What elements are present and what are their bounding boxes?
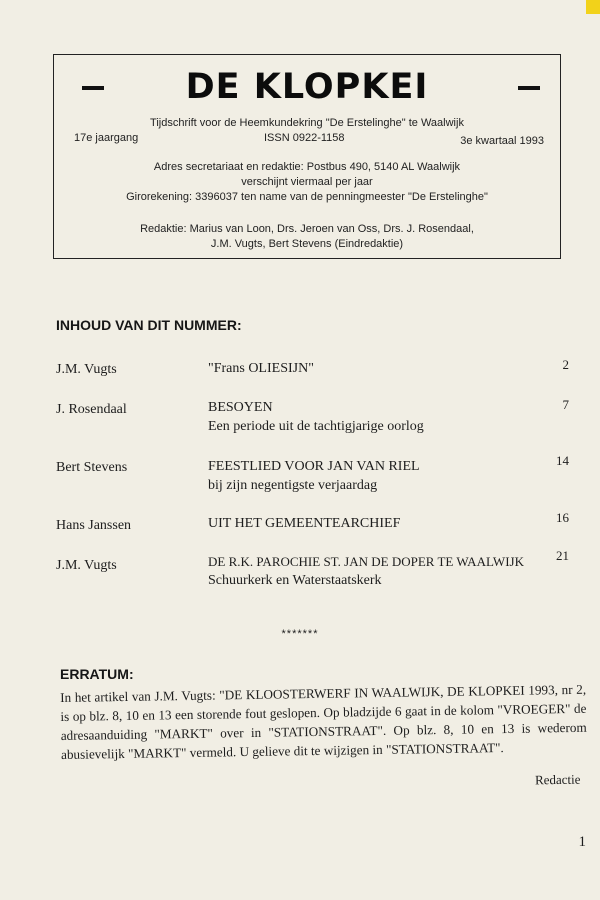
toc-title: FEESTLIED VOOR JAN VAN RIEL — [208, 459, 420, 474]
toc-subtitle: bij zijn negentigste verjaardag — [208, 478, 378, 493]
toc-page-number: 7 — [562, 397, 569, 412]
toc-title: "Frans OLIESIJN" — [208, 361, 314, 376]
volume-label: 17e jaargang — [74, 132, 139, 144]
toc-title: UIT HET GEMEENTEARCHIEF — [208, 516, 401, 531]
toc-author: J.M. Vugts — [56, 558, 117, 573]
toc-author: J. Rosendaal — [56, 402, 127, 417]
toc-page-number: 14 — [556, 453, 569, 468]
title-dash-right — [518, 86, 540, 90]
toc-page-number: 16 — [556, 510, 569, 525]
page-edge-marker — [586, 0, 600, 14]
toc-author: J.M. Vugts — [56, 362, 117, 377]
toc-title: DE R.K. PAROCHIE ST. JAN DE DOPER TE WAALWIJK — [208, 554, 524, 569]
address-line: Adres secretariaat en redaktie: Postbus 490, 5140 AL Waalwijk — [153, 161, 461, 173]
toc-author: Bert Stevens — [56, 460, 128, 475]
quarter-label: 3e kwartaal 1993 — [460, 135, 544, 147]
erratum-signature: Redactie — [534, 771, 581, 788]
masthead-box — [53, 54, 561, 259]
page-number: 1 — [578, 834, 586, 850]
frequency-line: verschijnt viermaal per jaar — [241, 176, 373, 188]
erratum-text: In het artikel van J.M. Vugts: "DE KLOOSTERWERF IN WAALWIJK, DE KLOPKEI 1993, nr 2, is op blz. 8, 10 en 13 een storende fout geslopen. Op bladzijde 6 gaat in de kolom "VROEGER" de adresaanduiding "MARKT" over in "STATIONSTRAAT". Op blz. 8, 10 en 13 is wederom abusievelijk "MARKT" vermeld. U gelieve dit te wijzigen in "STATIONSTRAAT". — [60, 681, 587, 762]
section-separator: ******* — [281, 628, 319, 640]
magazine-title: DE KLOPKEI — [185, 67, 429, 107]
toc-page-number: 2 — [562, 357, 569, 372]
editors-line-1: Redaktie: Marius van Loon, Drs. Jeroen van Oss, Drs. J. Rosendaal, — [140, 223, 474, 235]
contents-heading: INHOUD VAN DIT NUMMER: — [56, 317, 242, 333]
toc-page-number: 21 — [556, 548, 569, 563]
issn-label: ISSN 0922-1158 — [264, 132, 345, 144]
toc-author: Hans Janssen — [56, 518, 132, 533]
erratum-heading: ERRATUM: — [60, 666, 134, 682]
giro-line: Girorekening: 3396037 ten name van de penningmeester "De Erstelinghe" — [126, 191, 488, 203]
editors-line-2: J.M. Vugts, Bert Stevens (Eindredaktie) — [210, 238, 404, 250]
toc-subtitle: Schuurkerk en Waterstaatskerk — [208, 573, 382, 588]
toc-subtitle: Een periode uit de tachtigjarige oorlog — [208, 419, 424, 434]
masthead-title-row — [54, 67, 560, 107]
toc-title: BESOYEN — [208, 400, 273, 415]
magazine-subtitle: Tijdschrift voor de Heemkundekring "De Erstelinghe" te Waalwijk — [150, 117, 464, 129]
